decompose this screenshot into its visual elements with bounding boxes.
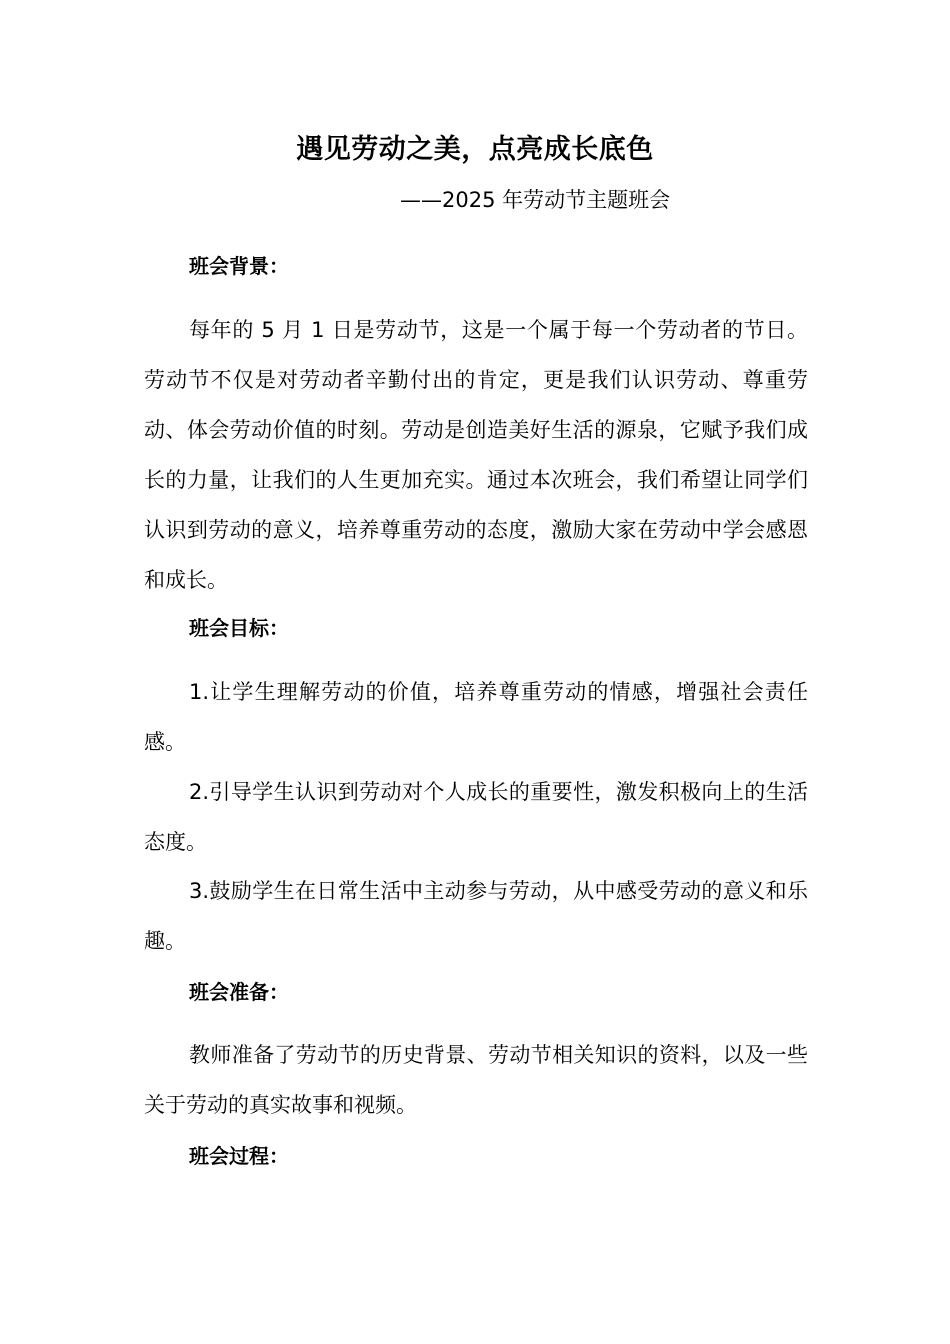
section-heading-background: 班会背景： (189, 254, 289, 278)
document-subtitle: ——2025 年劳动节主题班会 (400, 188, 671, 212)
paragraph-goal-1: 1.让学生理解劳动的价值，培养尊重劳动的情感，增强社会责任感。 (144, 680, 808, 754)
paragraph-background: 每年的 5 月 1 日是劳动节，这是一个属于每一个劳动者的节日。劳动节不仅是对劳动者辛勤付出的肯定，更是我们认识劳动、尊重劳动、体会劳动价值的时刻。劳动是创造美好生活的源泉，它赋予我们成长的力量，让我们的人生更加充实。通过本次班会，我们希望让同学们认识到劳动的意义，培养尊重劳动的态度，激励大家在劳动中学会感恩和成长。 (144, 318, 808, 592)
section-heading-goals: 班会目标： (189, 616, 289, 640)
section-heading-preparation: 班会准备： (189, 980, 289, 1004)
paragraph-preparation: 教师准备了劳动节的历史背景、劳动节相关知识的资料，以及一些关于劳动的真实故事和视频。 (144, 1043, 808, 1117)
section-heading-process: 班会过程： (189, 1144, 289, 1168)
paragraph-goal-3: 3.鼓励学生在日常生活中主动参与劳动，从中感受劳动的意义和乐趣。 (144, 879, 808, 953)
document-title: 遇见劳动之美，点亮成长底色 (296, 134, 654, 165)
paragraph-goal-2: 2.引导学生认识到劳动对个人成长的重要性，激发积极向上的生活态度。 (144, 780, 808, 854)
